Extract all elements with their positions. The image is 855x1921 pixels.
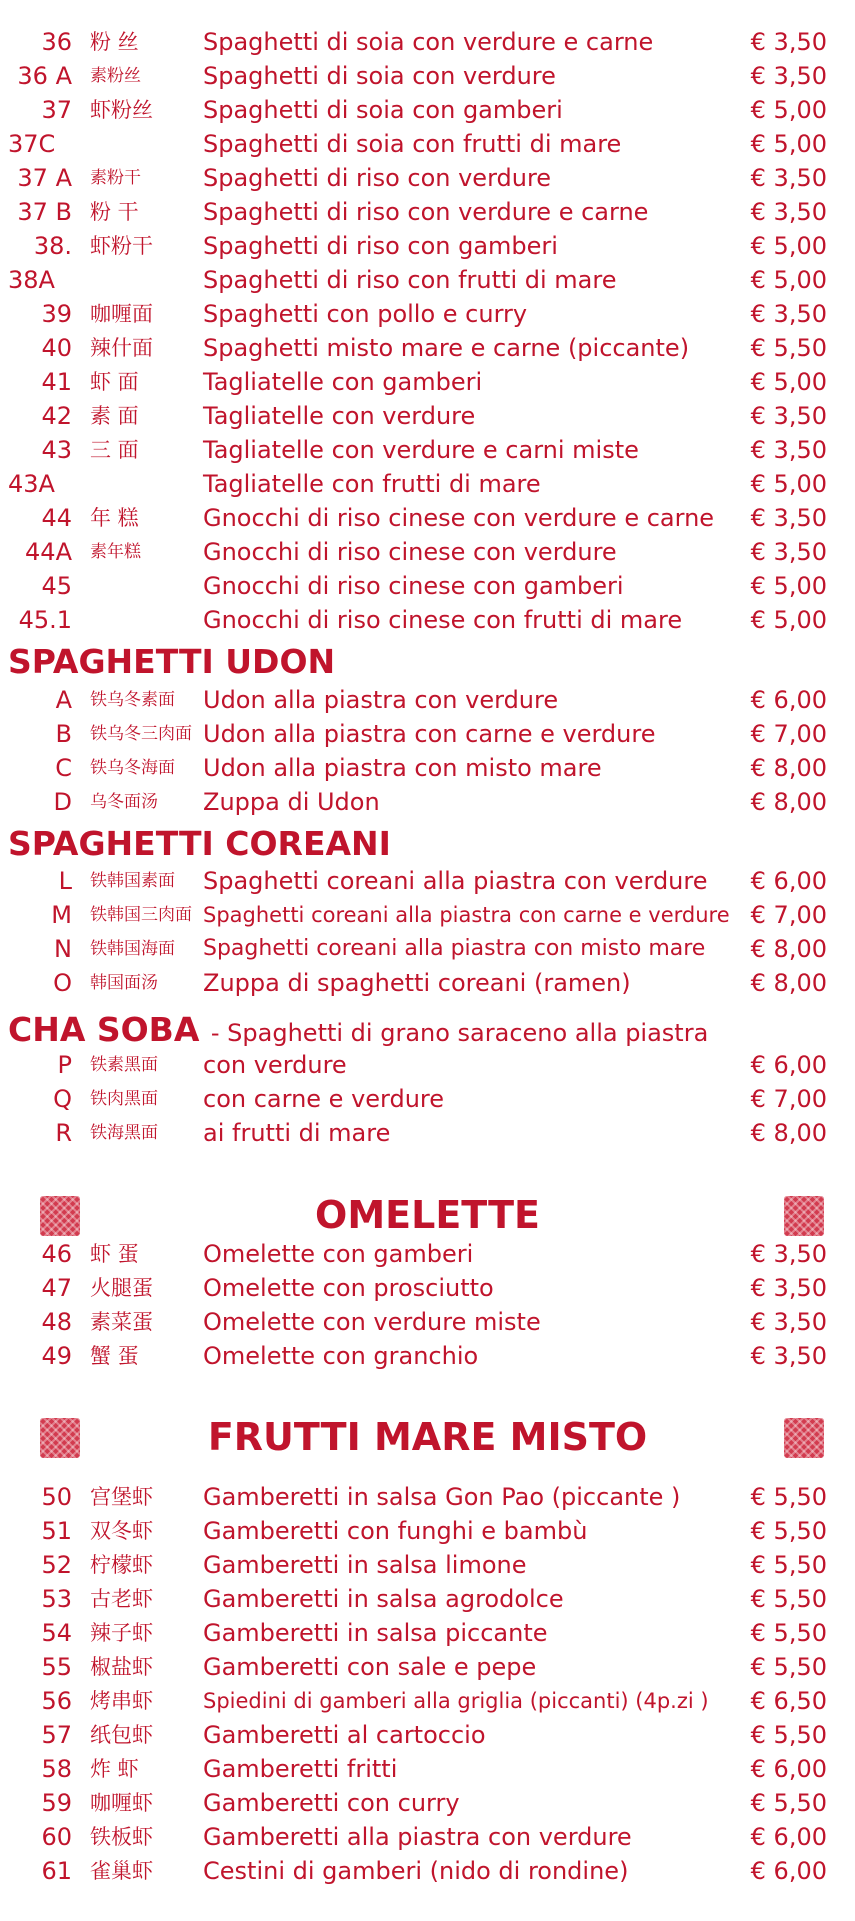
item-number: 37 [41, 96, 72, 124]
item-number: 37C [8, 130, 56, 158]
item-chinese-name: 素粉丝 [90, 66, 141, 86]
item-chinese-name: 烤串虾 [90, 1689, 153, 1713]
item-price: € 3,50 [750, 504, 827, 532]
menu-item-row [0, 1116, 855, 1150]
item-price: € 8,00 [750, 754, 827, 782]
item-chinese-name: 柠檬虾 [90, 1553, 153, 1577]
item-description: Tagliatelle con verdure e carni miste [203, 436, 639, 464]
item-chinese-name: 双冬虾 [90, 1519, 153, 1543]
item-number: 55 [41, 1653, 72, 1681]
item-number: 40 [41, 334, 72, 362]
item-description: Gamberetti con funghi e bambù [203, 1517, 588, 1545]
menu-item-row [0, 399, 855, 433]
frutti-section [0, 1480, 855, 1888]
item-number: 41 [41, 368, 72, 396]
item-price: € 3,50 [750, 300, 827, 328]
item-chinese-name: 粉 丝 [90, 30, 139, 54]
item-number: P [57, 1051, 72, 1079]
item-number: 39 [41, 300, 72, 328]
item-number: 54 [41, 1619, 72, 1647]
menu-item-row [0, 966, 855, 1000]
item-price: € 7,00 [750, 720, 827, 748]
menu-item-row [0, 433, 855, 467]
menu-item-row [0, 683, 855, 717]
item-description: Gnocchi di riso cinese con frutti di mare [203, 606, 683, 634]
menu-item-row [0, 467, 855, 501]
menu-item-row [0, 25, 855, 59]
item-price: € 5,50 [750, 1483, 827, 1511]
menu-item-row [0, 1548, 855, 1582]
item-chinese-name: 炸 虾 [90, 1757, 139, 1781]
item-description: Spaghetti di riso con verdure [203, 164, 552, 192]
menu-item-row [0, 59, 855, 93]
item-price: € 5,50 [750, 1517, 827, 1545]
menu-item-row [0, 195, 855, 229]
item-number: D [53, 788, 72, 816]
item-description: con verdure [203, 1051, 347, 1079]
menu-item-row [0, 932, 855, 966]
menu-item-row [0, 1582, 855, 1616]
item-chinese-name: 椒盐虾 [90, 1655, 153, 1679]
soba-heading [8, 1010, 708, 1053]
menu-item-row [0, 603, 855, 637]
item-description: Gamberetti in salsa piccante [203, 1619, 548, 1647]
item-description: Udon alla piastra con carne e verdure [203, 720, 656, 748]
item-price: € 5,00 [750, 572, 827, 600]
menu-item-row [0, 751, 855, 785]
item-description: Spaghetti coreani alla piastra con verdure [203, 867, 708, 895]
item-chinese-name: 铁乌冬海面 [90, 758, 175, 778]
item-number: 52 [41, 1551, 72, 1579]
item-description: Spiedini di gamberi alla griglia (piccanti) (4p.zi ) [203, 1689, 709, 1713]
item-price: € 3,50 [750, 1308, 827, 1336]
item-description: Spaghetti di soia con verdure e carne [203, 28, 654, 56]
item-chinese-name: 铁乌冬素面 [90, 690, 175, 710]
item-description: Gamberetti con sale e pepe [203, 1653, 537, 1681]
item-price: € 6,50 [750, 1687, 827, 1715]
item-chinese-name: 乌冬面汤 [90, 792, 158, 812]
item-description: Spaghetti di riso con verdure e carne [203, 198, 649, 226]
item-chinese-name: 铁海黑面 [90, 1123, 158, 1143]
menu-item-row [0, 1752, 855, 1786]
item-price: € 5,50 [750, 334, 827, 362]
item-chinese-name: 宫堡虾 [90, 1485, 153, 1509]
item-chinese-name: 虾 蛋 [90, 1242, 139, 1266]
item-description: Spaghetti misto mare e carne (piccante) [203, 334, 690, 362]
item-price: € 6,00 [750, 686, 827, 714]
soba-subtitle: - Spaghetti di grano saraceno alla piastra [210, 1019, 709, 1047]
item-number: 57 [41, 1721, 72, 1749]
menu-item-row [0, 1514, 855, 1548]
soba-title: CHA SOBA [8, 1010, 200, 1049]
item-chinese-name: 年 糕 [90, 506, 139, 530]
item-number: 56 [41, 1687, 72, 1715]
item-number: 46 [41, 1240, 72, 1268]
menu-item-row [0, 1048, 855, 1082]
item-description: Spaghetti di soia con verdure [203, 62, 556, 90]
item-number: 58 [41, 1755, 72, 1783]
item-price: € 7,00 [750, 1085, 827, 1113]
item-description: Tagliatelle con frutti di mare [203, 470, 541, 498]
item-price: € 5,00 [750, 470, 827, 498]
item-description: Cestini di gamberi (nido di rondine) [203, 1857, 629, 1885]
item-description: Gamberetti alla piastra con verdure [203, 1823, 632, 1851]
item-description: Spaghetti di riso con frutti di mare [203, 266, 617, 294]
item-chinese-name: 铁素黑面 [90, 1055, 158, 1075]
item-price: € 5,00 [750, 266, 827, 294]
item-chinese-name: 铁韩国海面 [90, 939, 175, 959]
menu-item-row [0, 365, 855, 399]
menu-item-row [0, 127, 855, 161]
item-price: € 3,50 [750, 62, 827, 90]
item-description: Omelette con gamberi [203, 1240, 474, 1268]
item-chinese-name: 素菜蛋 [90, 1310, 153, 1334]
omelette-title: OMELETTE [315, 1193, 540, 1237]
item-price: € 3,50 [750, 436, 827, 464]
item-description: Gamberetti al cartoccio [203, 1721, 486, 1749]
udon-section [0, 683, 855, 819]
item-number: 38. [33, 232, 72, 260]
item-description: Gnocchi di riso cinese con verdure e carne [203, 504, 715, 532]
item-chinese-name: 铁肉黑面 [90, 1089, 158, 1109]
item-description: Zuppa di spaghetti coreani (ramen) [203, 969, 631, 997]
item-number: 60 [41, 1823, 72, 1851]
menu-item-row [0, 263, 855, 297]
item-chinese-name: 辣什面 [90, 336, 153, 360]
menu-item-row [0, 331, 855, 365]
item-price: € 5,50 [750, 1653, 827, 1681]
menu-item-row [0, 717, 855, 751]
item-number: 36 [41, 28, 72, 56]
item-chinese-name: 虾 面 [90, 370, 139, 394]
item-number: L [58, 867, 72, 895]
menu-item-row [0, 1854, 855, 1888]
item-number: 37 B [17, 198, 72, 226]
item-chinese-name: 铁韩国三肉面 [90, 905, 192, 925]
menu-item-row [0, 1820, 855, 1854]
menu-item-row [0, 785, 855, 819]
item-description: Gamberetti in salsa limone [203, 1551, 527, 1579]
frutti-title: FRUTTI MARE MISTO [207, 1415, 648, 1459]
menu-item-row [0, 1718, 855, 1752]
item-number: N [54, 935, 72, 963]
item-chinese-name: 纸包虾 [90, 1723, 153, 1747]
item-chinese-name: 铁板虾 [90, 1825, 153, 1849]
menu-item-row [0, 898, 855, 932]
item-number: A [55, 686, 72, 714]
menu-item-row [0, 161, 855, 195]
item-price: € 5,50 [750, 1789, 827, 1817]
ornament-right-frutti [784, 1418, 824, 1458]
menu-item-row [0, 1786, 855, 1820]
item-description: ai frutti di mare [203, 1119, 391, 1147]
item-price: € 5,00 [750, 368, 827, 396]
menu-item-row [0, 569, 855, 603]
menu-item-row [0, 1271, 855, 1305]
menu-item-row [0, 297, 855, 331]
item-price: € 6,00 [750, 1755, 827, 1783]
item-price: € 8,00 [750, 935, 827, 963]
item-number: 43A [8, 470, 55, 498]
item-number: R [55, 1119, 72, 1147]
item-price: € 6,00 [750, 867, 827, 895]
item-chinese-name: 火腿蛋 [90, 1276, 153, 1300]
item-number: 50 [41, 1483, 72, 1511]
item-number: O [53, 969, 72, 997]
menu-item-row [0, 864, 855, 898]
item-price: € 5,00 [750, 232, 827, 260]
item-number: 53 [41, 1585, 72, 1613]
item-chinese-name: 三 面 [90, 438, 139, 462]
menu-item-row [0, 229, 855, 263]
item-number: 42 [41, 402, 72, 430]
item-description: Spaghetti coreani alla piastra con misto mare [203, 936, 706, 961]
item-chinese-name: 古老虾 [90, 1587, 153, 1611]
item-description: Gamberetti in salsa agrodolce [203, 1585, 564, 1613]
item-number: M [51, 901, 72, 929]
item-chinese-name: 韩国面汤 [90, 973, 158, 993]
noodles-section [0, 25, 855, 637]
item-description: Udon alla piastra con verdure [203, 686, 559, 714]
item-number: 44 [41, 504, 72, 532]
item-price: € 6,00 [750, 1857, 827, 1885]
item-chinese-name: 铁乌冬三肉面 [90, 724, 192, 744]
item-price: € 6,00 [750, 1051, 827, 1079]
item-description: Spaghetti con pollo e curry [203, 300, 528, 328]
item-price: € 6,00 [750, 1823, 827, 1851]
item-price: € 5,50 [750, 1619, 827, 1647]
item-chinese-name: 虾粉干 [90, 234, 153, 258]
item-number: C [55, 754, 72, 782]
item-number: 44A [25, 538, 72, 566]
item-number: 38A [8, 266, 55, 294]
item-description: Spaghetti di riso con gamberi [203, 232, 558, 260]
item-price: € 7,00 [750, 901, 827, 929]
item-chinese-name: 素年糕 [90, 542, 141, 562]
item-chinese-name: 咖喱面 [90, 302, 153, 326]
item-description: Gnocchi di riso cinese con gamberi [203, 572, 624, 600]
menu-item-row [0, 501, 855, 535]
item-chinese-name: 粉 干 [90, 200, 139, 224]
omelette-section [0, 1237, 855, 1373]
item-price: € 5,50 [750, 1551, 827, 1579]
item-price: € 3,50 [750, 1274, 827, 1302]
item-description: Spaghetti coreani alla piastra con carne e verdure [203, 903, 730, 927]
menu-item-row [0, 93, 855, 127]
ornament-right-omelette [784, 1196, 824, 1236]
item-price: € 5,50 [750, 1585, 827, 1613]
item-description: Spaghetti di soia con frutti di mare [203, 130, 622, 158]
item-price: € 5,00 [750, 130, 827, 158]
udon-heading: SPAGHETTI UDON [8, 642, 336, 681]
item-number: 51 [41, 1517, 72, 1545]
item-description: Omelette con verdure miste [203, 1308, 541, 1336]
item-number: 49 [41, 1342, 72, 1370]
item-number: 61 [41, 1857, 72, 1885]
item-price: € 3,50 [750, 538, 827, 566]
item-price: € 5,50 [750, 1721, 827, 1749]
item-chinese-name: 铁韩国素面 [90, 871, 175, 891]
item-number: 47 [41, 1274, 72, 1302]
item-price: € 3,50 [750, 1342, 827, 1370]
item-description: Gamberetti con curry [203, 1789, 460, 1817]
item-number: B [55, 720, 72, 748]
item-description: Zuppa di Udon [203, 788, 380, 816]
coreani-section [0, 864, 855, 1000]
item-chinese-name: 咖喱虾 [90, 1791, 153, 1815]
item-description: con carne e verdure [203, 1085, 445, 1113]
item-chinese-name: 蟹 蛋 [90, 1344, 139, 1368]
menu-item-row [0, 1339, 855, 1373]
menu-item-row [0, 1684, 855, 1718]
item-price: € 8,00 [750, 1119, 827, 1147]
item-chinese-name: 辣子虾 [90, 1621, 153, 1645]
item-number: 59 [41, 1789, 72, 1817]
item-price: € 3,50 [750, 402, 827, 430]
item-number: 48 [41, 1308, 72, 1336]
item-description: Gamberetti fritti [203, 1755, 398, 1783]
soba-section [0, 1048, 855, 1150]
item-price: € 3,50 [750, 198, 827, 226]
item-number: 45 [41, 572, 72, 600]
item-number: 36 A [17, 62, 72, 90]
item-price: € 5,00 [750, 96, 827, 124]
menu-item-row [0, 1237, 855, 1271]
item-price: € 3,50 [750, 1240, 827, 1268]
item-chinese-name: 虾粉丝 [90, 98, 153, 122]
item-number: 45.1 [18, 606, 72, 634]
menu-item-row [0, 1305, 855, 1339]
item-description: Udon alla piastra con misto mare [203, 754, 602, 782]
item-chinese-name: 素 面 [90, 404, 139, 428]
item-number: 37 A [17, 164, 72, 192]
item-chinese-name: 素粉干 [90, 168, 141, 188]
item-price: € 3,50 [750, 28, 827, 56]
menu-item-row [0, 1082, 855, 1116]
item-description: Gnocchi di riso cinese con verdure [203, 538, 617, 566]
item-description: Omelette con granchio [203, 1342, 479, 1370]
menu-item-row [0, 1616, 855, 1650]
item-price: € 8,00 [750, 969, 827, 997]
item-description: Omelette con prosciutto [203, 1274, 494, 1302]
menu-item-row [0, 1650, 855, 1684]
item-price: € 3,50 [750, 164, 827, 192]
item-number: Q [53, 1085, 72, 1113]
item-number: 43 [41, 436, 72, 464]
item-price: € 8,00 [750, 788, 827, 816]
menu-item-row [0, 535, 855, 569]
item-description: Tagliatelle con verdure [203, 402, 476, 430]
item-description: Spaghetti di soia con gamberi [203, 96, 563, 124]
coreani-heading: SPAGHETTI COREANI [8, 824, 391, 863]
menu-item-row [0, 1480, 855, 1514]
item-description: Tagliatelle con gamberi [203, 368, 483, 396]
item-description: Gamberetti in salsa Gon Pao (piccante ) [203, 1483, 681, 1511]
item-price: € 5,00 [750, 606, 827, 634]
item-chinese-name: 雀巢虾 [90, 1859, 153, 1883]
